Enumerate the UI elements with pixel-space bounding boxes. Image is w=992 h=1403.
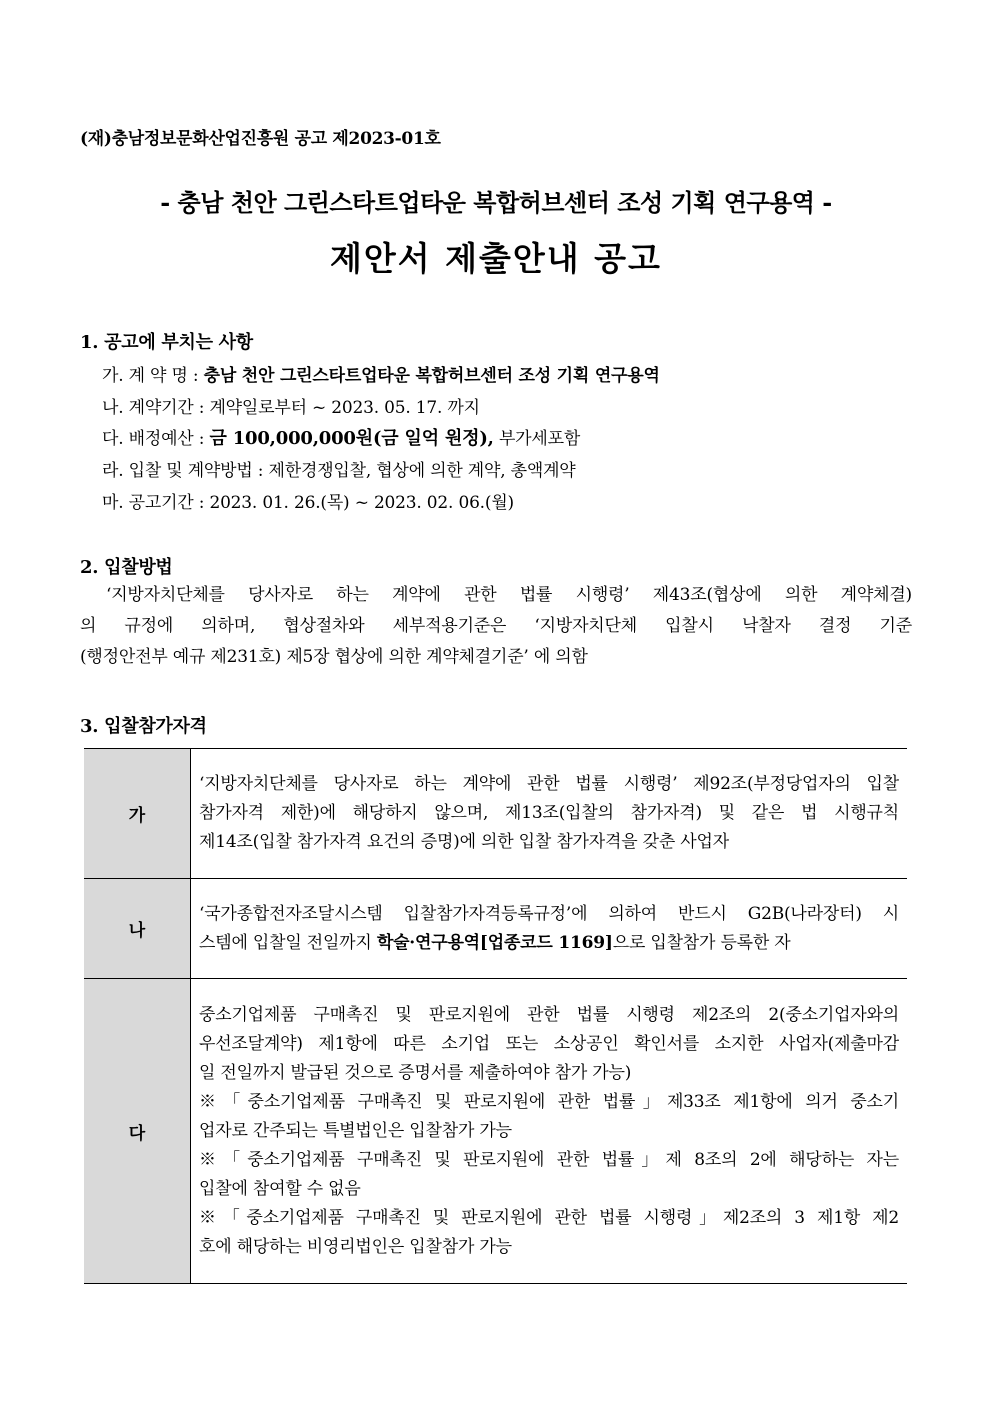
paragraph-line: ‘지방자치단체를 당사자로 하는 계약에 관한 법률 시행령’ 제43조(협상에 의한 계약체결): [106, 585, 912, 605]
row-content: [191, 879, 908, 979]
table-row: [84, 749, 907, 879]
row-line-post: 으로 입찰참가 등록한 자: [612, 932, 791, 953]
row-line: 일 전일까지 발급된 것으로 증명서를 제출하여야 참가 가능): [199, 1062, 632, 1083]
section1-item-budget: [102, 424, 580, 450]
item-label: 나. 계약기간 :: [102, 398, 210, 418]
paragraph-line: (행정안전부 예규 제231호) 제5장 협상에 의한 계약체결기준’ 에 의함: [80, 647, 588, 667]
row-line: [199, 929, 899, 958]
row-line: 우선조달계약) 제1항에 따른 소기업 또는 소상공인 확인서를 소지한 사업자(제출마감: [199, 1033, 899, 1054]
row-line-pre: 스템에 입찰일 전일까지: [199, 932, 377, 953]
table-row: [84, 979, 907, 1284]
section1-item-bidding-method: [102, 456, 576, 481]
row-key: 나: [84, 879, 191, 979]
row-line: ‘지방자치단체를 당사자로 하는 계약에 관한 법률 시행령’ 제92조(부정당업자의 입찰: [199, 774, 899, 794]
section2-paragraph: [80, 580, 912, 673]
document-title: 제안서 제출안내 공고: [330, 239, 662, 278]
item-value: 계약일로부터 ~ 2023. 05. 17. 까지: [209, 398, 480, 418]
row-content: [191, 749, 908, 879]
table-row: [84, 879, 907, 979]
row-line: 입찰에 참여할 수 없음: [199, 1178, 361, 1199]
row-line: ※「중소기업제품 구매촉진 및 판로지원에 관한 법률」제33조 제1항에 의거 중소기: [199, 1091, 899, 1112]
section2-heading: 2. 입찰방법: [80, 557, 173, 578]
qualification-table: [84, 748, 907, 1284]
row-key: 가: [84, 749, 191, 879]
item-label: 다. 배정예산 :: [102, 429, 210, 449]
section1-item-contract-period: [102, 393, 480, 418]
section1-heading: 1. 공고에 부치는 사항: [80, 332, 253, 353]
row-line: 참가자격 제한)에 해당하지 않으며, 제13조(입찰의 참가자격) 및 같은 법 시행규칙: [199, 803, 899, 823]
document-subtitle: - 충남 천안 그린스타트업타운 복합허브센터 조성 기획 연구용역 -: [160, 188, 832, 217]
item-value-bold: 금 100,000,000원(금 일억 원정),: [209, 428, 494, 449]
row-line: 제14조(입찰 참가자격 요건의 증명)에 의한 입찰 참가자격을 갖춘 사업자: [199, 832, 729, 852]
item-label: 마. 공고기간 :: [102, 493, 210, 513]
item-label: 가. 계 약 명 :: [102, 366, 204, 386]
item-value: 충남 천안 그린스타트업타운 복합허브센터 조성 기획 연구용역: [203, 366, 660, 386]
row-line: 업자로 간주되는 특별법인은 입찰참가 가능: [199, 1120, 512, 1141]
section3-heading: 3. 입찰참가자격: [80, 716, 207, 737]
item-value: 2023. 01. 26.(목) ~ 2023. 02. 06.(월): [209, 493, 514, 513]
row-key: 다: [84, 979, 191, 1284]
row-line-bold: 학술·연구용역[업종코드 1169]: [376, 932, 613, 953]
item-value: 제한경쟁입찰, 협상에 의한 계약, 총액계약: [268, 461, 576, 481]
row-line: ‘국가종합전자조달시스템 입찰참가자격등록규정’에 의하여 반드시 G2B(나라장터) 시: [199, 903, 899, 924]
row-line: 호에 해당하는 비영리법인은 입찰참가 가능: [199, 1236, 512, 1257]
item-label: 라. 입찰 및 계약방법 :: [102, 461, 269, 481]
row-line: ※「중소기업제품 구매촉진 및 판로지원에 관한 법률 시행령」제2조의 3 제1항 제2: [199, 1207, 899, 1228]
section1-item-notice-period: [102, 488, 514, 513]
section1-item-contract-name: [102, 361, 660, 386]
paragraph-line: 의 규정에 의하며, 협상절차와 세부적용기준은 ‘지방자치단체 입찰시 낙찰자 결정 기준: [80, 616, 912, 636]
item-value-rest: 부가세포함: [493, 429, 581, 449]
notice-number: (재)충남정보문화산업진흥원 공고 제2023-01호: [80, 129, 441, 149]
row-line: ※「중소기업제품 구매촉진 및 판로지원에 관한 법률」제 8조의 2에 해당하는 자는: [199, 1149, 899, 1170]
row-line: 중소기업제품 구매촉진 및 판로지원에 관한 법률 시행령 제2조의 2(중소기업자와의: [199, 1004, 899, 1025]
row-content: [191, 979, 908, 1284]
